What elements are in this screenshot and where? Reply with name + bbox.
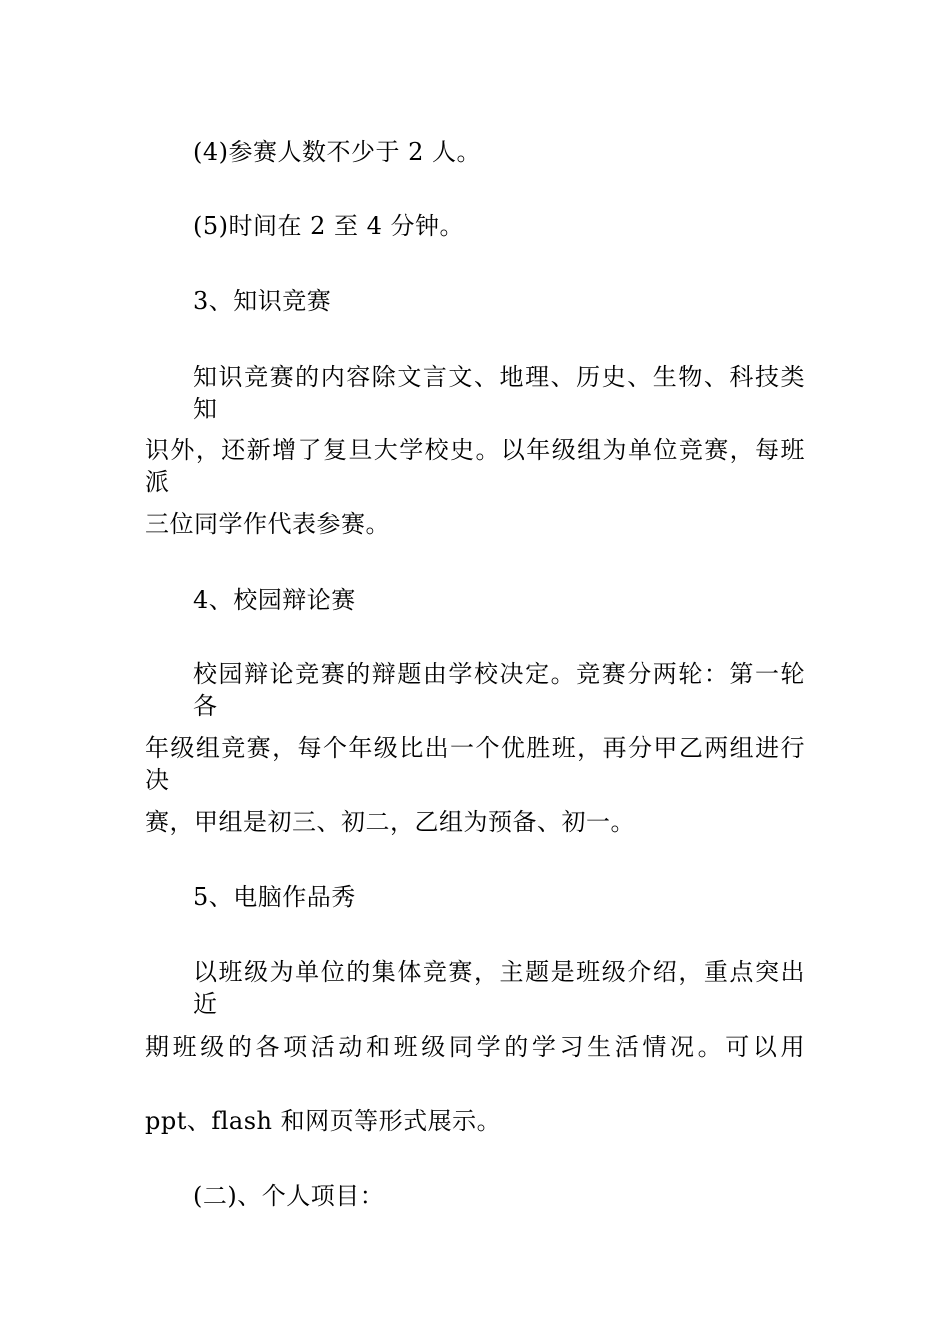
paragraph-knowledge-line-3: 三位同学作代表参赛。	[145, 510, 390, 538]
rule-participants: (4)参赛人数不少于 2 人。	[193, 138, 482, 166]
heading-knowledge-contest: 3、知识竞赛	[193, 287, 332, 315]
heading-individual-items: (二)、个人项目：	[193, 1182, 385, 1210]
paragraph-debate-line-1: 校园辩论竞赛的辩题由学校决定。竞赛分两轮：第一轮各	[193, 660, 805, 720]
paragraph-knowledge-line-1: 知识竞赛的内容除文言文、地理、历史、生物、科技类知	[193, 363, 805, 423]
paragraph-debate-line-3: 赛，甲组是初三、初二，乙组为预备、初一。	[145, 808, 635, 836]
paragraph-computer-line-3: ppt、flash 和网页等形式展示。	[145, 1107, 502, 1135]
heading-computer-works: 5、电脑作品秀	[193, 883, 356, 911]
paragraph-knowledge-line-2: 识外，还新增了复旦大学校史。以年级组为单位竞赛，每班派	[145, 436, 805, 496]
paragraph-computer-line-1: 以班级为单位的集体竞赛，主题是班级介绍，重点突出近	[193, 958, 805, 1018]
rule-duration: (5)时间在 2 至 4 分钟。	[193, 212, 465, 240]
paragraph-debate-line-2: 年级组竞赛，每个年级比出一个优胜班，再分甲乙两组进行决	[145, 734, 805, 794]
heading-debate: 4、校园辩论赛	[193, 586, 356, 614]
paragraph-computer-line-2: 期班级的各项活动和班级同学的学习生活情况。可以用	[145, 1033, 805, 1061]
